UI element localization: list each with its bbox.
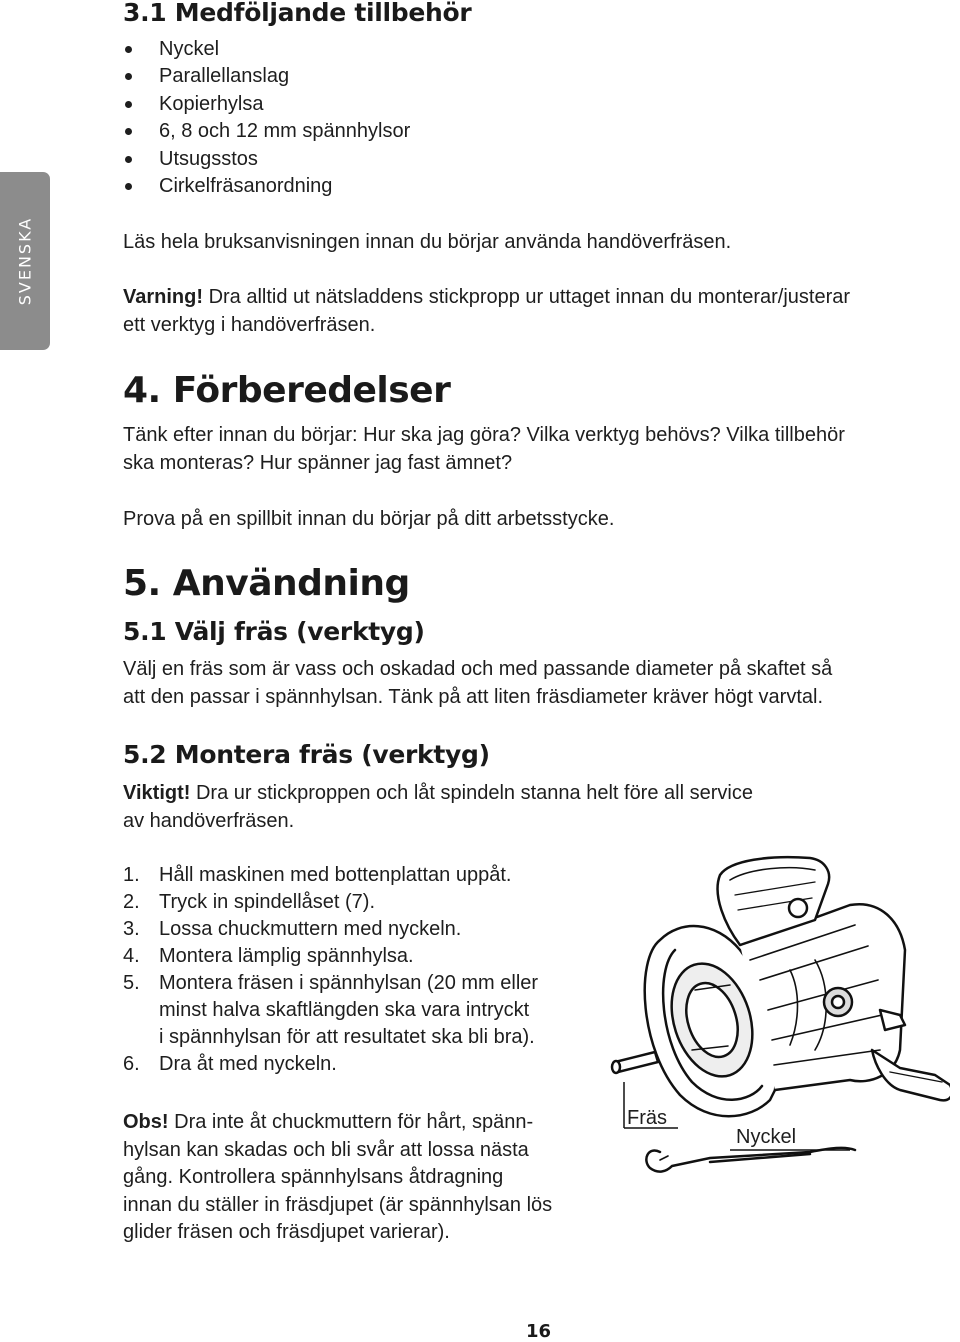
side-tab-label: SVENSKA [15,216,35,306]
list-item: Kopierhylsa [123,91,823,118]
choose-bit-paragraph [123,656,832,711]
list-item [123,916,643,943]
step-text: Montera fräsen i spännhylsan (20 mm eller minst halva skaftlängden ska vara intryckt i spännhylsan för att resultatet ska bli bra). [159,972,539,1048]
warning-label: Varning! [123,286,204,308]
list-item [123,970,643,1051]
section-4-heading: 4. Förberedelser [123,370,451,411]
section-5-2-heading: 5.2 Montera fräs (verktyg) [123,740,490,769]
list-item: Parallellanslag [123,63,823,90]
preparation-text-line-2: ska monteras? Hur spänner jag fast ämnet? [123,451,513,474]
list-item [123,1051,643,1078]
warning-text: Dra alltid ut nätsladdens stickpropp ur uttaget innan du monterar/justerar [203,286,851,308]
wrench-label: Nyckel [736,1126,797,1148]
step-number: 4. [123,945,140,967]
note-text-line-5: glider fräsen och fräsdjupet varierar). [123,1221,450,1243]
step-number: 2. [123,891,140,913]
important-text: Dra ur stickproppen och låt spindeln stanna helt före all service [190,782,753,804]
section-5-1-heading: 5.1 Välj fräs (verktyg) [123,617,425,646]
step-text: Håll maskinen med bottenplattan uppåt. [159,864,512,886]
choose-bit-line-2: att den passar i spännhylsan. Tänk på att liten fräsdiameter kräver högt varvtal. [123,685,823,708]
warning-paragraph [123,284,850,339]
test-piece-note: Prova på en spillbit innan du börjar på ditt arbetsstycke. [123,508,615,530]
list-item: Nyckel [123,36,823,63]
list-item [123,943,643,970]
step-text: Tryck in spindellåset (7). [159,891,375,913]
list-item: Utsugsstos [123,146,823,173]
important-paragraph [123,780,753,835]
note-paragraph [123,1109,552,1247]
note-text-line-3: gång. Kontrollera spännhylsans åtdragning [123,1166,504,1188]
step-number: 6. [123,1053,140,1075]
important-label: Viktigt! [123,782,191,804]
step-number: 5. [123,972,140,994]
warning-text-continued: ett verktyg i handöverfräsen. [123,313,376,336]
step-number: 3. [123,918,140,940]
choose-bit-line-1: Välj en fräs som är vass och oskadad och med passande diameter på skaftet så [123,658,833,680]
step-text: Lossa chuckmuttern med nyckeln. [159,918,462,940]
important-text-continued: av handöverfräsen. [123,809,295,832]
mounting-steps-list [123,862,643,1078]
bit-label: Fräs [627,1107,667,1129]
read-manual-note: Läs hela bruksanvisningen innan du börjar använda handöverfräsen. [123,231,732,253]
section-3-1-heading: 3.1 Medföljande tillbehör [123,0,472,27]
note-text: Dra inte åt chuckmuttern för hårt, spänn- [168,1111,534,1133]
note-label: Obs! [123,1111,169,1133]
note-text-line-4: innan du ställer in fräsdjupet (är spännhylsan lös [123,1193,553,1216]
preparation-text-line-1: Tänk efter innan du börjar: Hur ska jag göra? Vilka verktyg behövs? Vilka tillbehör [123,424,845,446]
list-item [123,889,643,916]
list-item [123,862,643,889]
preparation-paragraph [123,422,845,477]
list-item: Cirkelfräsanordning [123,173,823,200]
section-5-heading: 5. Användning [123,563,410,604]
page-number: 16 [526,1321,552,1342]
step-text: Dra åt med nyckeln. [159,1053,337,1075]
language-side-tab [0,172,50,350]
note-text-line-2: hylsan kan skadas och bli svår att lossa nästa [123,1138,529,1161]
accessories-list [123,36,823,200]
step-number: 1. [123,864,140,886]
step-text: Montera lämplig spännhylsa. [159,945,414,967]
list-item: 6, 8 och 12 mm spännhylsor [123,118,823,145]
